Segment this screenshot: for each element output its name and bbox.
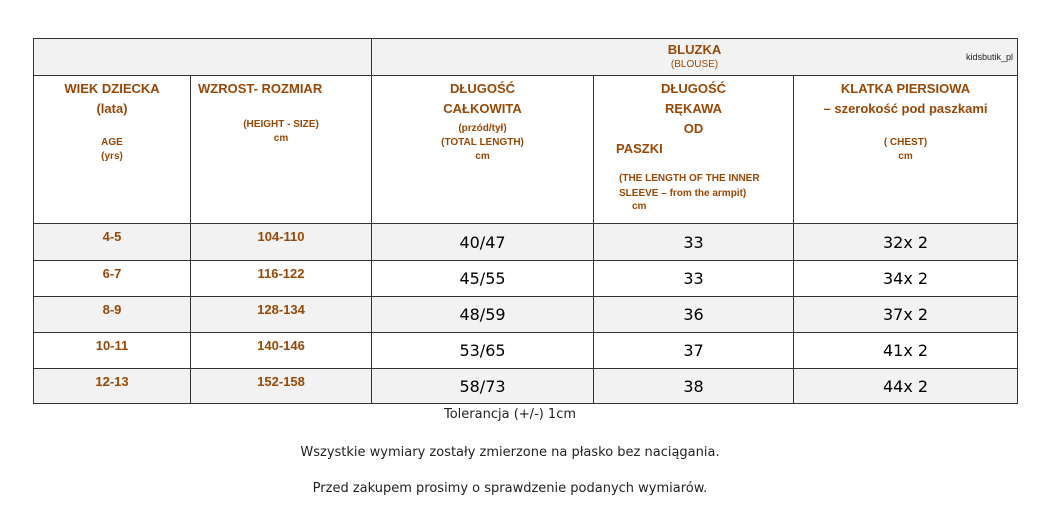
table-row [34,369,1018,404]
header-age-pl2: (lata) [96,101,128,116]
table-row [34,261,1018,297]
sleeve-cell: 33 [594,261,794,297]
tolerance-note: Tolerancja (+/-) 1cm [443,407,577,422]
column-header-row [34,76,1018,224]
table-row [34,297,1018,333]
group-title: BLUZKA [667,42,722,57]
header-sleeve-pl4: PASZKI [616,141,663,156]
length-cell: 53/65 [372,333,594,369]
header-length [372,76,594,224]
shop-tag: kidsbutik_pl [965,52,1014,62]
chest-cell: 37x 2 [794,297,1018,333]
sleeve-cell: 37 [594,333,794,369]
header-chest-pl1: KLATKA PIERSIOWA [840,81,971,96]
height-cell: 116-122 [191,261,372,297]
header-age-en2: (yrs) [101,151,123,162]
length-cell: 48/59 [372,297,594,333]
header-chest-en: ( CHEST) [883,137,928,148]
chest-cell: 34x 2 [794,261,1018,297]
group-header-row [34,39,1018,76]
length-cell: 58/73 [372,369,594,404]
height-cell: 128-134 [191,297,372,333]
header-sleeve-pl1: DŁUGOŚĆ [661,81,726,96]
length-cell: 40/47 [372,224,594,261]
age-cell: 12-13 [34,369,191,404]
header-length-pl1: DŁUGOŚĆ [450,81,515,96]
header-chest-unit: cm [898,151,913,162]
sleeve-cell: 36 [594,297,794,333]
chest-cell: 44x 2 [794,369,1018,404]
group-header-blank [34,39,372,76]
length-cell: 45/55 [372,261,594,297]
header-length-pl2: CAŁKOWITA [443,101,522,116]
sleeve-cell: 33 [594,224,794,261]
table-row [34,333,1018,369]
chest-cell: 41x 2 [794,333,1018,369]
header-sleeve-pl2: RĘKAWA [664,101,723,116]
size-chart-table [33,38,1018,404]
measurement-note: Wszystkie wymiary zostały zmierzone na płasko bez naciągania. [300,445,720,460]
header-height-en: (HEIGHT - SIZE) [243,119,319,130]
chest-cell: 32x 2 [794,224,1018,261]
group-header-blouse [372,39,1018,76]
header-height-unit: cm [273,133,289,144]
height-cell: 152-158 [191,369,372,404]
age-cell: 6-7 [34,261,191,297]
header-sleeve-unit: cm [632,201,647,212]
header-length-sub: (przód/tył) [458,123,507,134]
header-height [191,76,372,224]
sleeve-cell: 38 [594,369,794,404]
header-age-pl1: WIEK DZIECKA [64,81,160,96]
header-length-unit: cm [475,151,490,162]
header-sleeve [594,76,794,224]
age-cell: 10-11 [34,333,191,369]
height-cell: 140-146 [191,333,372,369]
header-age-en1: AGE [101,137,123,148]
header-sleeve-en2: SLEEVE – from the armpit) [619,188,747,199]
check-sizes-note: Przed zakupem prosimy o sprawdzenie podanych wymiarów. [312,481,708,496]
header-height-pl: WZROST- ROZMIAR [198,81,323,96]
header-length-en: (TOTAL LENGTH) [441,137,524,148]
age-cell: 4-5 [34,224,191,261]
group-subtitle: (BLOUSE) [670,59,719,70]
age-cell: 8-9 [34,297,191,333]
header-chest-pl2: – szerokość pod paszkami [823,101,988,116]
header-age [34,76,191,224]
height-cell: 104-110 [191,224,372,261]
header-chest [794,76,1018,224]
table-row [34,224,1018,261]
header-sleeve-en1: (THE LENGTH OF THE INNER [619,173,760,184]
header-sleeve-pl3: OD [683,121,704,136]
